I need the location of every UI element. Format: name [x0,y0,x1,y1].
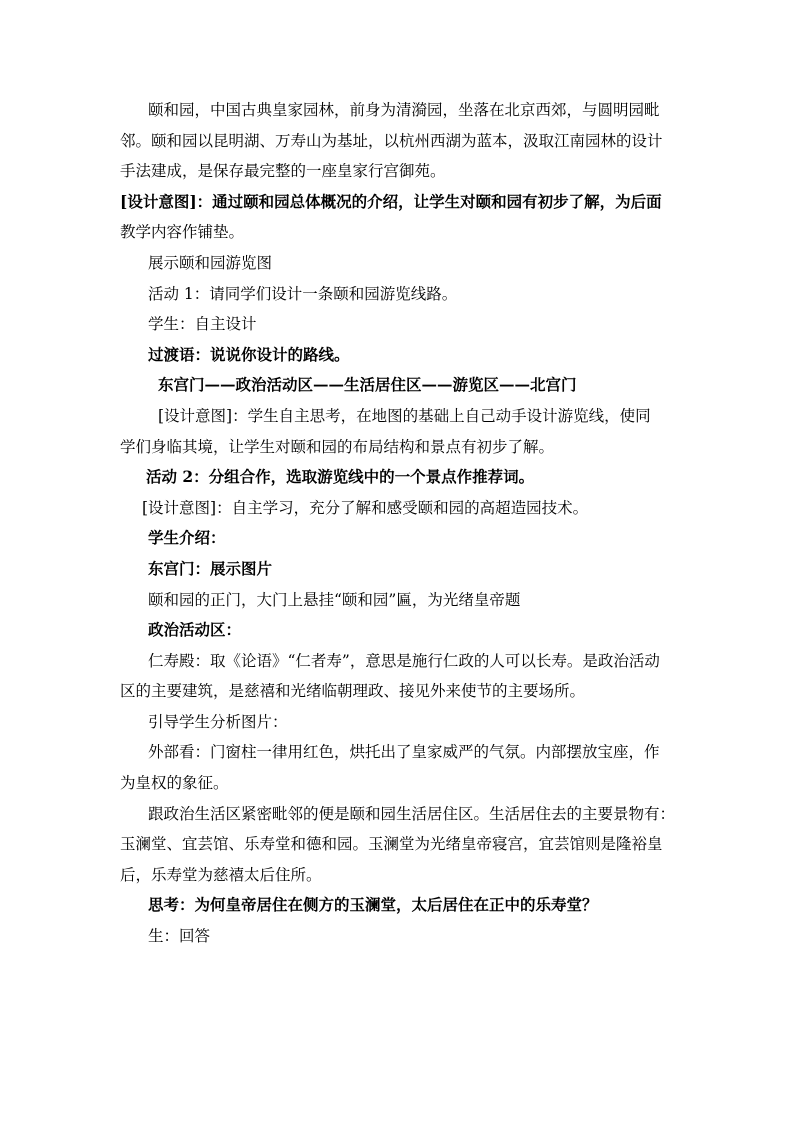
paragraph-intro-line-1: 颐和园，中国古典皇家园林，前身为清漪园，坐落在北京西郊，与圆明园毗 [148,101,660,119]
east-gate-heading: 东宫门：展示图片 [148,558,273,578]
route-line: 东宫门——政治活动区——生活居住区——游览区——北宫门 [158,375,577,395]
renshou-hall-line-1: 仁寿殿：取《论语》“仁者寿”，意思是施行仁政的人可以长寿。是政治活动 [148,651,660,670]
design-intent-3-line: [设计意图]：自主学习，充分了解和感受颐和园的高超造园技术。 [142,498,589,517]
think-question-line: 思考：为何皇帝居住在侧方的玉澜堂，太后居住在正中的乐寿堂？ [148,895,598,915]
exterior-line-1: 外部看：门窗柱一律用红色，烘托出了皇家威严的气氛。内部摆放宝座，作 [148,743,660,762]
document-body [120,95,680,952]
political-area-heading: 政治活动区： [148,620,242,640]
activity-2-line: 活动 2：分组合作，选取游览线中的一个景点作推荐词。 [146,467,535,487]
design-intent-2-line-2: 学们身临其境，让学生对颐和园的布局结构和景点有初步了解。 [120,437,555,456]
paragraph-intro-line-3: 手法建成，是保存最完整的一座皇家行宫御苑。 [120,162,446,181]
transition-line: 过渡语：说说你设计的路线。 [148,344,350,364]
guide-analysis-line: 引导学生分析图片： [148,712,288,731]
paragraph-intro-line-2: 邻。颐和园以昆明湖、万寿山为基址，以杭州西湖为蓝本，汲取江南园林的设计 [120,131,663,150]
living-area-line-1: 跟政治生活区紧密毗邻的便是颐和园生活居住区。生活居住去的主要景物有： [148,804,676,823]
exterior-line-2: 为皇权的象征。 [120,774,229,793]
living-area-line-3: 后，乐寿堂为慈禧太后住所。 [120,865,322,884]
activity-1-line: 活动 1：请同学们设计一条颐和园游览线路。 [148,284,458,303]
show-map-line: 展示颐和园游览图 [148,253,273,272]
student-design-line: 学生：自主设计 [148,315,257,334]
design-intent-2-line-1: [设计意图]：学生自主思考，在地图的基础上自己动手设计游览线，使同 [158,406,651,425]
design-intent-1-line-1: [设计意图]：通过颐和园总体概况的介绍，让学生对颐和园有初步了解，为后面 [120,191,662,211]
student-intro-heading: 学生介绍： [148,528,226,548]
living-area-line-2: 玉澜堂、宜芸馆、乐寿堂和德和园。玉澜堂为光绪皇帝寝宫，宜芸馆则是隆裕皇 [120,835,663,854]
renshou-hall-line-2: 区的主要建筑，是慈禧和光绪临朝理政、接见外来使节的主要场所。 [120,682,586,701]
design-intent-1-line-2: 教学内容作铺垫。 [120,223,245,242]
student-answer-line: 生：回答 [148,927,211,946]
east-gate-text: 颐和园的正门，大门上悬挂“颐和园”匾，为光绪皇帝题 [148,590,521,609]
